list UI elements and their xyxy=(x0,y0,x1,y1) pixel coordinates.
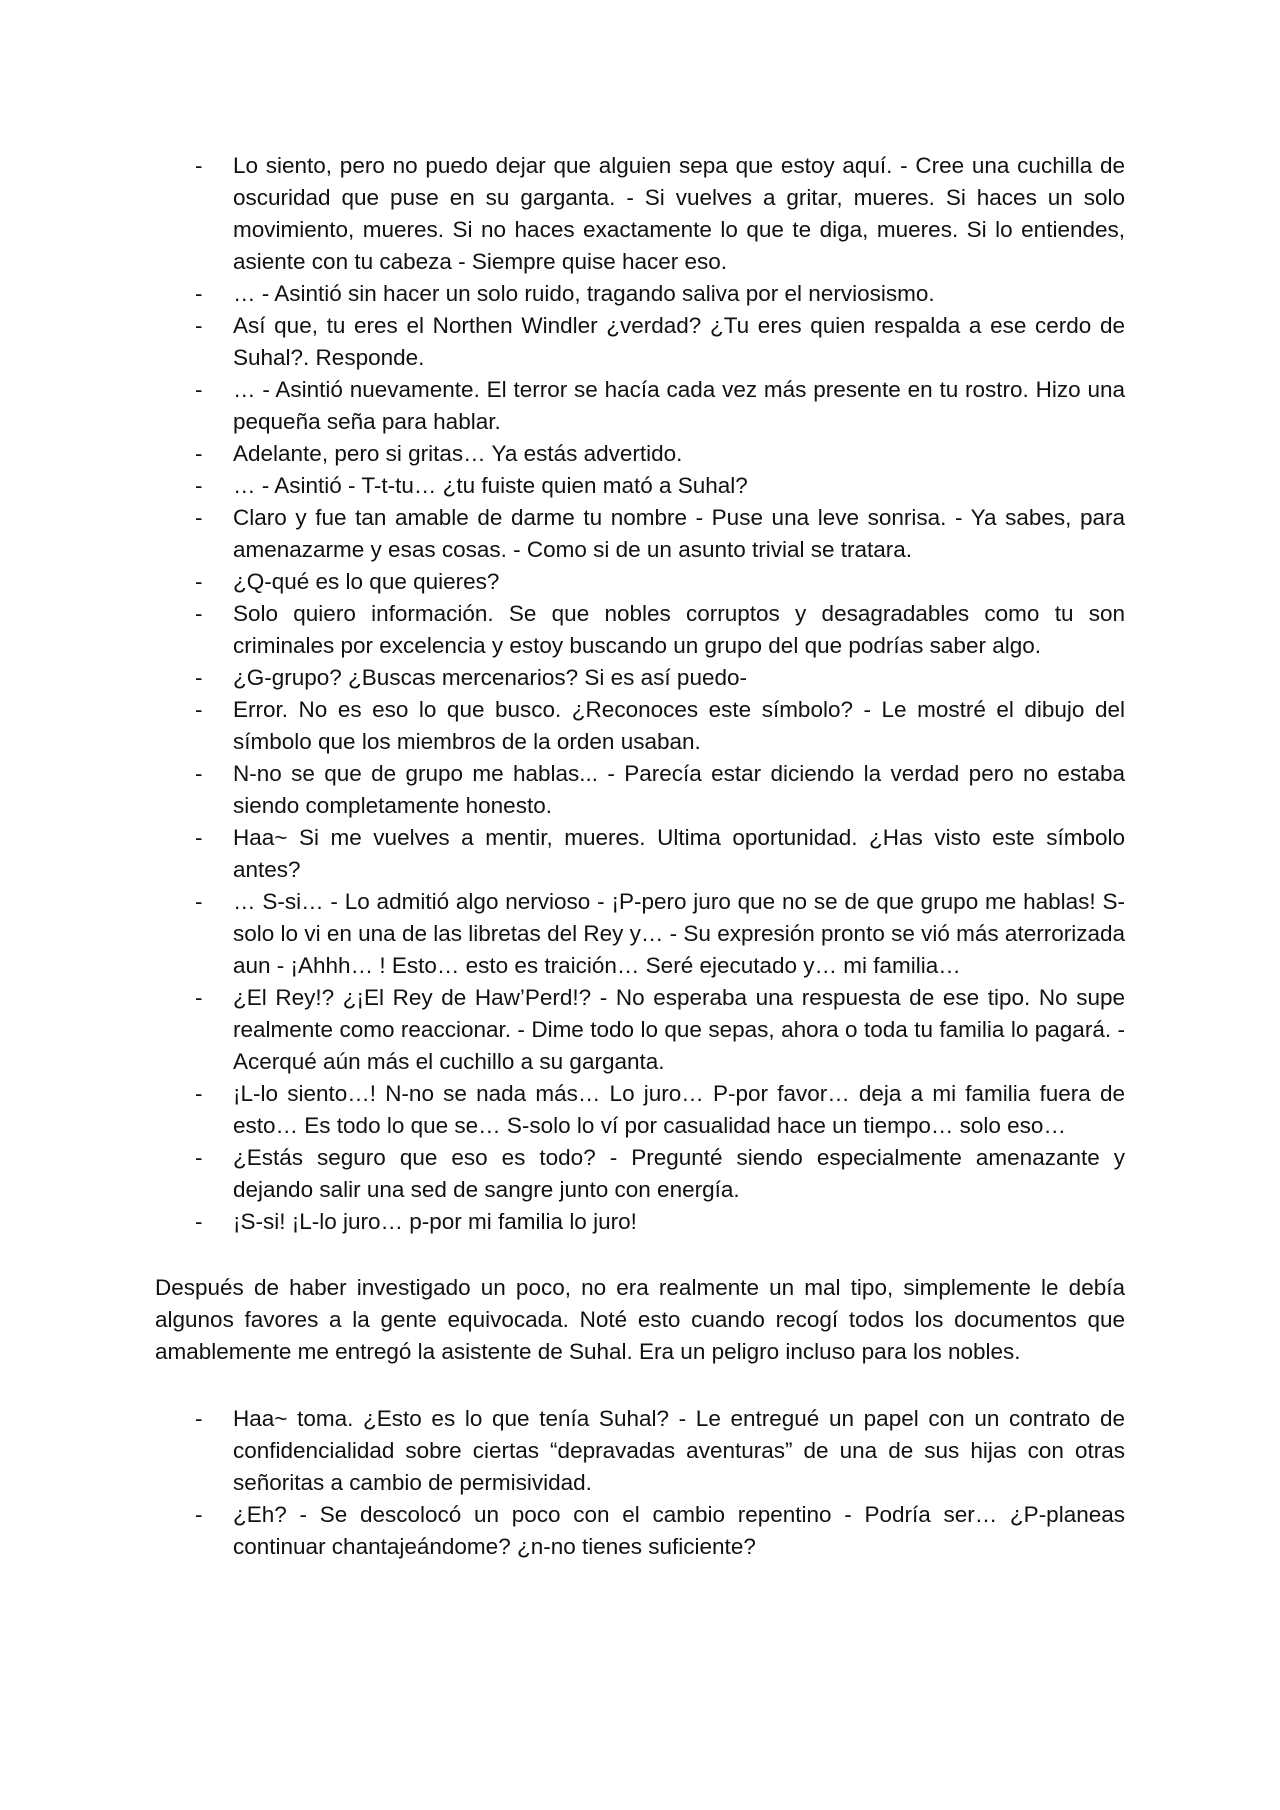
dialog-line xyxy=(155,662,1125,694)
dialog-line xyxy=(155,1078,1125,1142)
dialog-text: Claro y fue tan amable de darme tu nombre - Puse una leve sonrisa. - Ya sabes, para amenazarme y esas cosas. - Como si de un asunto trivial se tratara. xyxy=(233,505,1125,562)
dash-marker: - xyxy=(195,825,203,850)
dialog-text: Haa~ toma. ¿Esto es lo que tenía Suhal? - Le entregué un papel con un contrato de confidencialidad sobre ciertas “depravadas aventuras” de una de sus hijas con otras señoritas a cambio de permisividad. xyxy=(233,1406,1125,1495)
dialog-line xyxy=(155,502,1125,566)
dash-marker: - xyxy=(195,1209,203,1234)
dash-marker: - xyxy=(195,761,203,786)
document-page xyxy=(155,150,1125,1563)
dash-marker: - xyxy=(195,505,203,530)
dialog-list-1 xyxy=(155,150,1125,1238)
dialog-list-2 xyxy=(155,1403,1125,1563)
dialog-line xyxy=(155,694,1125,758)
dialog-line xyxy=(155,310,1125,374)
narration-paragraph: Después de haber investigado un poco, no era realmente un mal tipo, simplemente le debía algunos favores a la gente equivocada. Noté esto cuando recogí todos los documentos que amablemente me entregó la asistente de Suhal. Era un peligro incluso para los nobles. xyxy=(155,1275,1125,1364)
dialog-text: ¿Estás seguro que eso es todo? - Pregunté siendo especialmente amenazante y dejando salir una sed de sangre junto con energía. xyxy=(233,1145,1125,1202)
dialog-line xyxy=(155,1499,1125,1563)
dialog-text: ¡S-si! ¡L-lo juro… p-por mi familia lo juro! xyxy=(233,1209,637,1234)
dialog-text: N-no se que de grupo me hablas... - Parecía estar diciendo la verdad pero no estaba siendo completamente honesto. xyxy=(233,761,1125,818)
dialog-text: Haa~ Si me vuelves a mentir, mueres. Ultima oportunidad. ¿Has visto este símbolo antes? xyxy=(233,825,1125,882)
dash-marker: - xyxy=(195,889,203,914)
dialog-text: ¿El Rey!? ¿¡El Rey de Haw’Perd!? - No esperaba una respuesta de ese tipo. No supe realmente como reaccionar. - Dime todo lo que sepas, ahora o toda tu familia lo pagará. - Acerqué aún más el cuchillo a su garganta. xyxy=(233,985,1125,1074)
dash-marker: - xyxy=(195,153,203,178)
dialog-text: ¿G-grupo? ¿Buscas mercenarios? Si es así puedo- xyxy=(233,665,747,690)
dash-marker: - xyxy=(195,281,203,306)
dash-marker: - xyxy=(195,569,203,594)
dialog-line xyxy=(155,150,1125,278)
dash-marker: - xyxy=(195,1145,203,1170)
dialog-text: … - Asintió - T-t-tu… ¿tu fuiste quien mató a Suhal? xyxy=(233,473,748,498)
dialog-line xyxy=(155,1142,1125,1206)
dialog-text: Error. No es eso lo que busco. ¿Reconoces este símbolo? - Le mostré el dibujo del símbolo que los miembros de la orden usaban. xyxy=(233,697,1125,754)
dialog-text: Adelante, pero si gritas… Ya estás advertido. xyxy=(233,441,683,466)
dialog-text: Lo siento, pero no puedo dejar que alguien sepa que estoy aquí. - Cree una cuchilla de oscuridad que puse en su garganta. - Si vuelves a gritar, mueres. Si haces un solo movimiento, mueres. Si no haces exactamente lo que te diga, mueres. Si lo entiendes, asiente con tu cabeza - Siempre quise hacer eso. xyxy=(233,153,1125,274)
dialog-line xyxy=(155,1403,1125,1499)
dash-marker: - xyxy=(195,1081,203,1106)
dash-marker: - xyxy=(195,313,203,338)
dash-marker: - xyxy=(195,1502,203,1527)
dialog-line xyxy=(155,438,1125,470)
dash-marker: - xyxy=(195,665,203,690)
dash-marker: - xyxy=(195,441,203,466)
dialog-text: Solo quiero información. Se que nobles corruptos y desagradables como tu son criminales por excelencia y estoy buscando un grupo del que podrías saber algo. xyxy=(233,601,1125,658)
dash-marker: - xyxy=(195,377,203,402)
dash-marker: - xyxy=(195,601,203,626)
dash-marker: - xyxy=(195,985,203,1010)
dash-marker: - xyxy=(195,473,203,498)
dialog-line xyxy=(155,598,1125,662)
dash-marker: - xyxy=(195,697,203,722)
dialog-text: … - Asintió sin hacer un solo ruido, tragando saliva por el nerviosismo. xyxy=(233,281,935,306)
dialog-text: ¡L-lo siento…! N-no se nada más… Lo juro… P-por favor… deja a mi familia fuera de esto… Es todo lo que se… S-solo lo ví por casualidad hace un tiempo… solo eso… xyxy=(233,1081,1125,1138)
dialog-line xyxy=(155,470,1125,502)
dialog-text: … S-si… - Lo admitió algo nervioso - ¡P-pero juro que no se de que grupo me hablas! S-solo lo vi en una de las libretas del Rey y… - Su expresión pronto se vió más aterrorizada aun - ¡Ahhh… ! Esto… esto es traición… Seré ejecutado y… mi familia… xyxy=(233,889,1125,978)
dialog-line xyxy=(155,886,1125,982)
dialog-text: ¿Eh? - Se descolocó un poco con el cambio repentino - Podría ser… ¿P-planeas continuar chantajeándome? ¿n-no tienes suficiente? xyxy=(233,1502,1125,1559)
dialog-line xyxy=(155,822,1125,886)
dash-marker: - xyxy=(195,1406,203,1431)
dialog-text: Así que, tu eres el Northen Windler ¿verdad? ¿Tu eres quien respalda a ese cerdo de Suhal?. Responde. xyxy=(233,313,1125,370)
dialog-line xyxy=(155,1206,1125,1238)
dialog-line xyxy=(155,982,1125,1078)
dialog-text: ¿Q-qué es lo que quieres? xyxy=(233,569,500,594)
dialog-line xyxy=(155,758,1125,822)
dialog-line xyxy=(155,278,1125,310)
dialog-line xyxy=(155,374,1125,438)
dialog-line xyxy=(155,566,1125,598)
dialog-text: … - Asintió nuevamente. El terror se hacía cada vez más presente en tu rostro. Hizo una pequeña seña para hablar. xyxy=(233,377,1125,434)
